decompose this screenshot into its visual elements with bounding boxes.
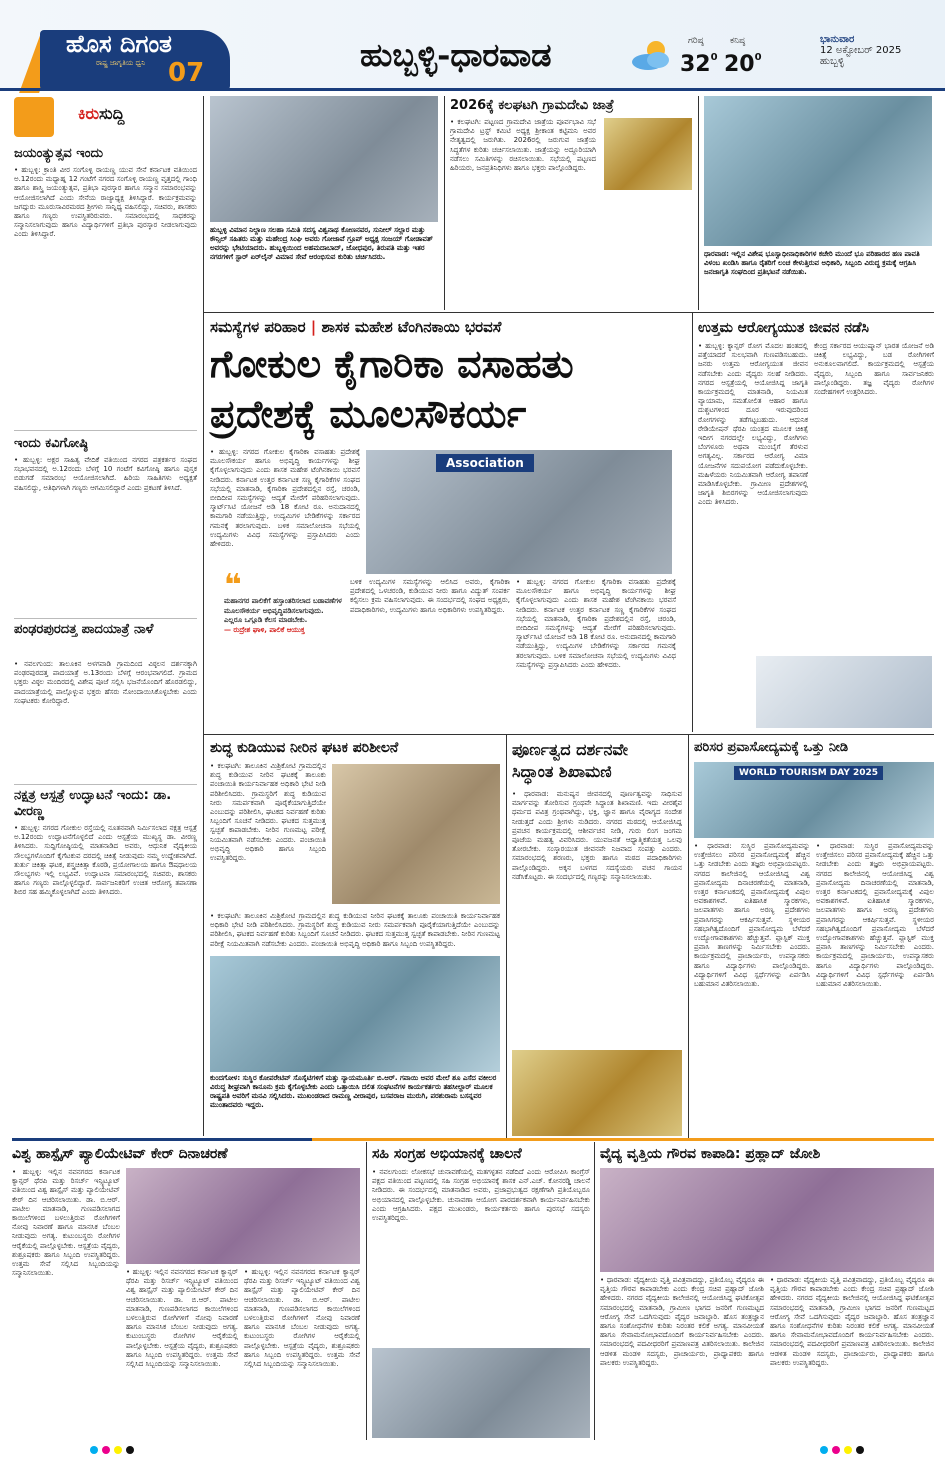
photo-goddess xyxy=(604,118,692,190)
column-rule xyxy=(203,96,204,1136)
brief-body: • ಹುಬ್ಬಳ್ಳಿ: ಕ್ರಾಂತಿ ವೀರ ಸಂಗೊಳ್ಳಿ ರಾಯಣ್ಣ ಯುವ ಸೇನೆ ಕರ್ನಾಟಕ ವತಿಯಿಂದ ಅ.12ರಂದು ಮಧ್ಯಾಹ್ನ 12 ಗಂಟೆಗೆ ನಗರದ ಸಂಗೊಳ್ಳಿ ರಾಯಣ್ಣ ವೃತ್ತದಲ್ಲಿ ಗಾಂಧಿ ಹಾಗೂ ಶಾಸ್ತ್ರಿ ಜಯಂತ್ಯುತ್ಸವ, ಪ್ರತಿಭಾ ಪುರಸ್ಕಾರ ಹಾಗೂ ಸನ್ಮಾನ ಸಮಾರಂಭವನ್ನು ಆಯೋಜಿಸಲಾಗಿದೆ ಎಂದು ಸೇನೆಯ ರಾಜ್ಯಾಧ್ಯಕ್ಷ ತಿಳಿಸಿದ್ದಾರೆ. ಕಾರ್ಯಕ್ರಮವನ್ನು ಜಗದ್ಗುರು ಮೂರುಸಾವಿರಮಠದ ಶ್ರೀಗಳು ಸಾನ್ನಿಧ್ಯ ವಹಿಸಲಿದ್ದು, ಸಚಿವರು, ಶಾಸಕರು ಹಾಗೂ ಗಣ್ಯರು ಉಪಸ್ಥಿತರಿರುವರು. ಸಮಾರಂಭದಲ್ಲಿ ಸಾಧಕರನ್ನು ಸನ್ಮಾನಿಸಲಾಗುವುದು ಹಾಗೂ ವಿದ್ಯಾರ್ಥಿಗಳಿಗೆ ಪ್ರತಿಭಾ ಪುರಸ್ಕಾರ ನೀಡಲಾಗುವುದು ಎಂದು ತಿಳಿಸಿದ್ದಾರೆ. xyxy=(14,166,197,239)
story-body: • ಕಲಘಟಗಿ: ತಾಲೂಕಿನ ಮಿಶ್ರಿಕೋಟಿ ಗ್ರಾಮದಲ್ಲಿನ ಶುದ್ಧ ಕುಡಿಯುವ ನೀರಿನ ಘಟಕಕ್ಕೆ ತಾಲೂಕು ಪಂಚಾಯಿತಿ ಕಾರ್ಯನಿರ್ವಾಹಕ ಅಧಿಕಾರಿ ಭೇಟಿ ನೀಡಿ ಪರಿಶೀಲಿಸಿದರು. ಗ್ರಾಮಸ್ಥರಿಗೆ ಶುದ್ಧ ಕುಡಿಯುವ ನೀರು ಸಮರ್ಪಕವಾಗಿ ಪೂರೈಕೆಯಾಗುತ್ತಿದೆಯೇ ಎಂಬುದನ್ನು ಪರಿಶೀಲಿಸಿ, ಘಟಕದ ನಿರ್ವಹಣೆ ಕುರಿತು ಸಿಬ್ಬಂದಿಗೆ ಸೂಚನೆ ನೀಡಿದರು. ಘಟಕದ ಸುತ್ತಮುತ್ತ ಸ್ವಚ್ಛತೆ ಕಾಪಾಡಬೇಕು. ನೀರಿನ ಗುಣಮಟ್ಟ ಪರೀಕ್ಷೆ ನಿಯಮಿತವಾಗಿ ನಡೆಸಬೇಕು ಎಂದರು. ಪಂಚಾಯಿತಿ ಅಭಿವೃದ್ಧಿ ಅಧಿಕಾರಿ ಹಾಗೂ ಸಿಬ್ಬಂದಿ ಉಪಸ್ಥಿತರಿದ್ದರು. xyxy=(210,912,500,948)
story-body: • ಧಾರವಾಡ: ವೈದ್ಯಕೀಯ ವೃತ್ತಿ ಪವಿತ್ರವಾದದ್ದು, ಪ್ರತಿಯೊಬ್ಬ ವೈದ್ಯರೂ ಈ ವೃತ್ತಿಯ ಗೌರವ ಕಾಪಾಡಬೇಕು ಎಂದು ಕೇಂದ್ರ ಸಚಿವ ಪ್ರಹ್ಲಾದ್ ಜೋಶಿ ಹೇಳಿದರು. ನಗರದ ವೈದ್ಯಕೀಯ ಕಾಲೇಜಿನಲ್ಲಿ ಆಯೋಜಿಸಿದ್ದ ಘಟಿಕೋತ್ಸವ ಸಮಾರಂಭದಲ್ಲಿ ಮಾತನಾಡಿ, ಗ್ರಾಮೀಣ ಭಾಗದ ಜನರಿಗೆ ಗುಣಮಟ್ಟದ ಆರೋಗ್ಯ ಸೇವೆ ಒದಗಿಸುವುದು ವೈದ್ಯರ ಜವಾಬ್ದಾರಿ. ಹೊಸ ತಂತ್ರಜ್ಞಾನ ಹಾಗೂ ಸಂಶೋಧನೆಗಳ ಕುರಿತು ನಿರಂತರ ಕಲಿಕೆ ಅಗತ್ಯ. ಮಾನವೀಯತೆ ಹಾಗೂ ಸೇವಾಮನೋಭಾವದೊಂದಿಗೆ ಕಾರ್ಯನಿರ್ವಹಿಸಬೇಕು ಎಂದರು. ಸಮಾರಂಭದಲ್ಲಿ ಪದವೀಧರರಿಗೆ ಪ್ರಮಾಣಪತ್ರ ವಿತರಿಸಲಾಯಿತು. ಕಾಲೇಜಿನ ಆಡಳಿತ ಮಂಡಳಿ ಸದಸ್ಯರು, ಪ್ರಾಚಾರ್ಯರು, ಪ್ರಾಧ್ಯಾಪಕರು ಹಾಗೂ ಪಾಲಕರು ಉಪಸ್ಥಿತರಿದ್ದರು. xyxy=(600,1276,764,1367)
story-title: ಪರಿಸರ ಪ್ರವಾಸೋದ್ಯಮಕ್ಕೆ ಒತ್ತು ನೀಡಿ xyxy=(694,740,849,755)
lead-body: ಬಳಿಕ ಉದ್ಯಮಿಗಳ ಸಮಸ್ಯೆಗಳನ್ನು ಆಲಿಸಿದ ಅವರು, ಕೈಗಾರಿಕಾ ಪ್ರದೇಶದಲ್ಲಿ ಒಳಚರಂಡಿ, ಕುಡಿಯುವ ನೀರು ಹಾಗೂ ವಿದ್ಯುತ್ ಸಂಪರ್ಕ ಕಲ್ಪಿಸಲು ಕ್ರಮ ವಹಿಸಲಾಗುವುದು. ಈ ಸಂದರ್ಭದಲ್ಲಿ ಸಂಘದ ಅಧ್ಯಕ್ಷರು, ಪದಾಧಿಕಾರಿಗಳು, ಉದ್ಯಮಿಗಳು ಹಾಗೂ ಅಧಿಕಾರಿಗಳು ಉಪಸ್ಥಿತರಿದ್ದರು. xyxy=(350,578,510,614)
photo-signature-campaign xyxy=(372,1348,590,1438)
photo-radiation-machine xyxy=(756,656,932,728)
cyan-dot xyxy=(90,1446,98,1454)
brief-body: • ನವಲಗುಂದ: ತಾಲೂಕಿನ ಅಳಗವಾಡಿ ಗ್ರಾಮದಿಂದ ವಿಠ್ಠಲನ ದರ್ಶನಕ್ಕಾಗಿ ಪಂಢರಪುರದತ್ತ ಪಾದಯಾತ್ರೆ ಅ.13ರಂದು ಬೆಳಗ್ಗೆ ಆರಂಭವಾಗಲಿದೆ. ಗ್ರಾಮದ ಭಕ್ತರು ವಿಠ್ಠಲ ಮಂದಿರದಲ್ಲಿ ವಿಶೇಷ ಪೂಜೆ ಸಲ್ಲಿಸಿ ಭಜನೆಯೊಂದಿಗೆ ಹೊರಡಲಿದ್ದು, ಪಾದಯಾತ್ರೆಯಲ್ಲಿ ಪಾಲ್ಗೊಳ್ಳುವ ಭಕ್ತರು ಹೆಸರು ನೋಂದಾಯಿಸಿಕೊಳ್ಳಬೇಕು ಎಂದು ಸಂಘಟಕರು ಕೋರಿದ್ದಾರೆ. xyxy=(14,660,197,705)
lead-headline: ಪ್ರದೇಶಕ್ಕೆ ಮೂಲಸೌಕರ್ಯ xyxy=(210,392,527,436)
column-rule xyxy=(594,1142,595,1440)
story-body: • ಹುಬ್ಬಳ್ಳಿ: ಇಲ್ಲಿನ ನವನಗರದ ಕರ್ನಾಟಕ ಕ್ಯಾನ್ಸರ್ ಥೆರಪಿ ಮತ್ತು ರಿಸರ್ಚ್ ಇನ್ಸ್ಟಿಟ್ಯೂಟ್ ವತಿಯಿಂದ ವಿಶ್ವ ಹಾಸ್ಪೈಸ್ ಮತ್ತು ಪ್ಯಾಲಿಯೇಟಿವ್ ಕೇರ್ ದಿನ ಆಚರಿಸಲಾಯಿತು. ಡಾ. ಬಿ.ಆರ್. ಪಾಟೀಲ ಮಾತನಾಡಿ, ಗುಣಪಡಿಸಲಾಗದ ಕಾಯಿಲೆಗಳಿಂದ ಬಳಲುತ್ತಿರುವ ರೋಗಿಗಳಿಗೆ ನೋವು ನಿವಾರಣೆ ಹಾಗೂ ಮಾನಸಿಕ ಬೆಂಬಲ ನೀಡುವುದು ಅಗತ್ಯ. ಕುಟುಂಬಸ್ಥರು ರೋಗಿಗಳ ಆರೈಕೆಯಲ್ಲಿ ಪಾಲ್ಗೊಳ್ಳಬೇಕು. ಆಸ್ಪತ್ರೆಯ ವೈದ್ಯರು, ಶುಶ್ರೂಷಕರು ಹಾಗೂ ಸಿಬ್ಬಂದಿ ಉಪಸ್ಥಿತರಿದ್ದರು. ಉತ್ತಮ ಸೇವೆ ಸಲ್ಲಿಸಿದ ಸಿಬ್ಬಂದಿಯನ್ನು ಸನ್ಮಾನಿಸಲಾಯಿತು. xyxy=(244,1268,360,1369)
lead-body: • ಹುಬ್ಬಳ್ಳಿ: ನಗರದ ಗೋಕುಲ ಕೈಗಾರಿಕಾ ವಸಾಹತು ಪ್ರದೇಶಕ್ಕೆ ಮೂಲಸೌಕರ್ಯ ಹಾಗೂ ಅಭಿವೃದ್ಧಿ ಕಾರ್ಯಗಳನ್ನು ಶೀಘ್ರ ಕೈಗೊಳ್ಳಲಾಗುವುದು ಎಂದು ಶಾಸಕ ಮಹೇಶ ಟೆಂಗಿನಕಾಯಿ ಭರವಸೆ ನೀಡಿದರು. ಕರ್ನಾಟಕ ಉತ್ತರ ಕರ್ನಾಟಕ ಸಣ್ಣ ಕೈಗಾರಿಕೆಗಳ ಸಂಘದ ಸಭೆಯಲ್ಲಿ ಮಾತನಾಡಿ, ಕೈಗಾರಿಕಾ ಪ್ರದೇಶದಲ್ಲಿನ ರಸ್ತೆ, ಚರಂಡಿ, ಬೀದಿದೀಪ ಸಮಸ್ಯೆಗಳನ್ನು ಆದ್ಯತೆ ಮೇರೆಗೆ ಪರಿಹರಿಸಲಾಗುವುದು. ಸ್ಮಾರ್ಟ್‌ಸಿಟಿ ಯೋಜನೆ ಅಡಿ 18 ಕೋಟಿ ರೂ. ಅನುದಾನದಲ್ಲಿ ಕಾಮಗಾರಿ ನಡೆಯುತ್ತಿದ್ದು, ಉದ್ಯಮಿಗಳ ಬೇಡಿಕೆಗಳನ್ನು ಸರ್ಕಾರದ ಗಮನಕ್ಕೆ ತರಲಾಗುವುದು. ಬಳಿಕ ಸಮಾಲೋಚನಾ ಸಭೆಯಲ್ಲಿ ಉದ್ಯಮಿಗಳು ವಿವಿಧ ಸಮಸ್ಯೆಗಳನ್ನು ಪ್ರಸ್ತಾಪಿಸಿದರು ಎಂದು ಹೇಳಿದರು. xyxy=(516,578,676,669)
divider xyxy=(14,618,197,619)
magenta-dot xyxy=(832,1446,840,1454)
logo-tagline: ರಾಷ್ಟ್ರ ಜಾಗೃತಿಯ ಧ್ವನಿ xyxy=(96,59,146,67)
story-title: ಉತ್ತಮ ಆರೋಗ್ಯಯುತ ಜೀವನ ನಡೆಸಿ xyxy=(698,320,869,336)
yellow-dot xyxy=(844,1446,852,1454)
lead-headline: ಗೋಕುಲ ಕೈಗಾರಿಕಾ ವಸಾಹತು xyxy=(210,342,574,386)
section-label: ಕಿರುಸುದ್ದಿ xyxy=(78,104,125,123)
dateline xyxy=(820,34,930,67)
column-rule xyxy=(698,96,699,310)
photo-water-plant xyxy=(332,764,500,904)
day: ಭಾನುವಾರ xyxy=(820,34,855,45)
lead-body: • ಹುಬ್ಬಳ್ಳಿ: ನಗರದ ಗೋಕುಲ ಕೈಗಾರಿಕಾ ವಸಾಹತು ಪ್ರದೇಶಕ್ಕೆ ಮೂಲಸೌಕರ್ಯ ಹಾಗೂ ಅಭಿವೃದ್ಧಿ ಕಾರ್ಯಗಳನ್ನು ಶೀಘ್ರ ಕೈಗೊಳ್ಳಲಾಗುವುದು ಎಂದು ಶಾಸಕ ಮಹೇಶ ಟೆಂಗಿನಕಾಯಿ ಭರವಸೆ ನೀಡಿದರು. ಕರ್ನಾಟಕ ಉತ್ತರ ಕರ್ನಾಟಕ ಸಣ್ಣ ಕೈಗಾರಿಕೆಗಳ ಸಂಘದ ಸಭೆಯಲ್ಲಿ ಮಾತನಾಡಿ, ಕೈಗಾರಿಕಾ ಪ್ರದೇಶದಲ್ಲಿನ ರಸ್ತೆ, ಚರಂಡಿ, ಬೀದಿದೀಪ ಸಮಸ್ಯೆಗಳನ್ನು ಆದ್ಯತೆ ಮೇರೆಗೆ ಪರಿಹರಿಸಲಾಗುವುದು. ಸ್ಮಾರ್ಟ್‌ಸಿಟಿ ಯೋಜನೆ ಅಡಿ 18 ಕೋಟಿ ರೂ. ಅನುದಾನದಲ್ಲಿ ಕಾಮಗಾರಿ ನಡೆಯುತ್ತಿದ್ದು, ಉದ್ಯಮಿಗಳ ಬೇಡಿಕೆಗಳನ್ನು ಸರ್ಕಾರದ ಗಮನಕ್ಕೆ ತರಲಾಗುವುದು. ಬಳಿಕ ಸಮಾಲೋಚನಾ ಸಭೆಯಲ್ಲಿ ಉದ್ಯಮಿಗಳು ವಿವಿಧ ಸಮಸ್ಯೆಗಳನ್ನು ಪ್ರಸ್ತಾಪಿಸಿದರು ಎಂದು ಹೇಳಿದರು. xyxy=(210,448,360,549)
section-divider xyxy=(204,734,934,735)
photo-palliative-care xyxy=(126,1168,360,1264)
story-title: ಪೂರ್ಣತ್ವದ ದರ್ಶನವೇ xyxy=(512,740,628,759)
story-body: • ಧಾರವಾಡ: ವೈದ್ಯಕೀಯ ವೃತ್ತಿ ಪವಿತ್ರವಾದದ್ದು, ಪ್ರತಿಯೊಬ್ಬ ವೈದ್ಯರೂ ಈ ವೃತ್ತಿಯ ಗೌರವ ಕಾಪಾಡಬೇಕು ಎಂದು ಕೇಂದ್ರ ಸಚಿವ ಪ್ರಹ್ಲಾದ್ ಜೋಶಿ ಹೇಳಿದರು. ನಗರದ ವೈದ್ಯಕೀಯ ಕಾಲೇಜಿನಲ್ಲಿ ಆಯೋಜಿಸಿದ್ದ ಘಟಿಕೋತ್ಸವ ಸಮಾರಂಭದಲ್ಲಿ ಮಾತನಾಡಿ, ಗ್ರಾಮೀಣ ಭಾಗದ ಜನರಿಗೆ ಗುಣಮಟ್ಟದ ಆರೋಗ್ಯ ಸೇವೆ ಒದಗಿಸುವುದು ವೈದ್ಯರ ಜವಾಬ್ದಾರಿ. ಹೊಸ ತಂತ್ರಜ್ಞಾನ ಹಾಗೂ ಸಂಶೋಧನೆಗಳ ಕುರಿತು ನಿರಂತರ ಕಲಿಕೆ ಅಗತ್ಯ. ಮಾನವೀಯತೆ ಹಾಗೂ ಸೇವಾಮನೋಭಾವದೊಂದಿಗೆ ಕಾರ್ಯನಿರ್ವಹಿಸಬೇಕು ಎಂದರು. ಸಮಾರಂಭದಲ್ಲಿ ಪದವೀಧರರಿಗೆ ಪ್ರಮಾಣಪತ್ರ ವಿತರಿಸಲಾಯಿತು. ಕಾಲೇಜಿನ ಆಡಳಿತ ಮಂಡಳಿ ಸದಸ್ಯರು, ಪ್ರಾಚಾರ್ಯರು, ಪ್ರಾಧ್ಯಾಪಕರು ಹಾಗೂ ಪಾಲಕರು ಉಪಸ್ಥಿತರಿದ್ದರು. xyxy=(770,1276,934,1367)
black-dot xyxy=(856,1446,864,1454)
brief-title: ಜಯಂತ್ಯುತ್ಸವ ಇಂದು xyxy=(14,146,103,161)
logo-text: ಹೊಸ ದಿಗಂತ xyxy=(66,30,172,58)
edition-title: ಹುಬ್ಬಳ್ಳಿ-ಧಾರವಾಡ xyxy=(360,36,552,74)
hand-icon xyxy=(14,97,54,137)
story-body: • ಧಾರವಾಡ: ಮನುಷ್ಯನ ಜೀವನದಲ್ಲಿ ಪೂರ್ಣತ್ವವನ್ನು ಸಾಧಿಸುವ ಮಾರ್ಗವನ್ನು ತೋರಿಸುವ ಗ್ರಂಥವೇ ಸಿದ್ಧಾಂತ ಶಿಖಾಮಣಿ. ಇದು ವೀರಶೈವ ಧರ್ಮದ ಪವಿತ್ರ ಗ್ರಂಥವಾಗಿದ್ದು, ಭಕ್ತಿ, ಜ್ಞಾನ ಹಾಗೂ ವೈರಾಗ್ಯದ ಸಂದೇಶ ನೀಡುತ್ತದೆ ಎಂದು ಶ್ರೀಗಳು ನುಡಿದರು. ನಗರದ ಮಠದಲ್ಲಿ ಆಯೋಜಿಸಿದ್ದ ಪ್ರವಚನ ಕಾರ್ಯಕ್ರಮದಲ್ಲಿ ಆಶೀರ್ವಚನ ನೀಡಿ, ಗುರು ಲಿಂಗ ಜಂಗಮ ಪೂಜೆಯ ಮಹತ್ವ ವಿವರಿಸಿದರು. ಯುವಜನತೆ ಆಧ್ಯಾತ್ಮಿಕತೆಯತ್ತ ಒಲವು ತೋರಬೇಕು. ಸಂಸ್ಕಾರಯುತ ಜೀವನವೇ ನಿಜವಾದ ಸಂಪತ್ತು ಎಂದರು. ಸಮಾರಂಭದಲ್ಲಿ ಶರಣರು, ಭಕ್ತರು ಹಾಗೂ ಮಠದ ಪದಾಧಿಕಾರಿಗಳು ಪಾಲ್ಗೊಂಡಿದ್ದರು. ಅಕ್ಕನ ಬಳಗದ ಸದಸ್ಯೆಯರು ವಚನ ಗಾಯನ ನಡೆಸಿಕೊಟ್ಟರು. ಈ ಸಂದರ್ಭದಲ್ಲಿ ಗಣ್ಯರನ್ನು ಸನ್ಮಾನಿಸಲಾಯಿತು. xyxy=(512,790,682,881)
story-body: • ಕಲಘಟಗಿ: ಪಟ್ಟಣದ ಗ್ರಾಮದೇವಿ ಜಾತ್ರೆಯ ಪೂರ್ವಭಾವಿ ಸಭೆ ಗ್ರಾಮದೇವಿ ಟ್ರಸ್ಟ್ ಕಮಿಟಿ ಅಧ್ಯಕ್ಷ ಶ್ರೀಕಾಂತ ಕಟ್ಟಿಮನಿ ಅವರ ನೇತೃತ್ವದಲ್ಲಿ ಜರುಗಿತು. 2026ರಲ್ಲಿ ಜರುಗುವ ಜಾತ್ರೆಯ ಸಿದ್ಧತೆಗಳ ಕುರಿತು ಚರ್ಚಿಸಲಾಯಿತು. ಜಾತ್ರೆಯನ್ನು ಅದ್ದೂರಿಯಾಗಿ ನಡೆಸಲು ಸಮಿತಿಗಳನ್ನು ರಚಿಸಲಾಯಿತು. ಸಭೆಯಲ್ಲಿ ಪಟ್ಟಣದ ಹಿರಿಯರು, ಜನಪ್ರತಿನಿಧಿಗಳು ಹಾಗೂ ಭಕ್ತರು ಪಾಲ್ಗೊಂಡಿದ್ದರು. xyxy=(450,118,596,173)
column-rule xyxy=(688,734,689,1138)
quote-text: ಮಹಾನಗರ ಪಾಲಿಕೆಗೆ ಹಸ್ತಾಂತರಿಸಲಾದ ಬಡಾವಣೆಗಳ ಮೂಲಸೌಕರ್ಯ ಅಭಿವೃದ್ಧಿಪಡಿಸಲಾಗುವುದು. ಎಲ್ಲರೂ ಒಗ್ಗೂಡಿ ಕೆಲಸ ಮಾಡಬೇಕು. xyxy=(224,597,342,624)
story-body: • ಹುಬ್ಬಳ್ಳಿ: ಇಲ್ಲಿನ ನವನಗರದ ಕರ್ನಾಟಕ ಕ್ಯಾನ್ಸರ್ ಥೆರಪಿ ಮತ್ತು ರಿಸರ್ಚ್ ಇನ್ಸ್ಟಿಟ್ಯೂಟ್ ವತಿಯಿಂದ ವಿಶ್ವ ಹಾಸ್ಪೈಸ್ ಮತ್ತು ಪ್ಯಾಲಿಯೇಟಿವ್ ಕೇರ್ ದಿನ ಆಚರಿಸಲಾಯಿತು. ಡಾ. ಬಿ.ಆರ್. ಪಾಟೀಲ ಮಾತನಾಡಿ, ಗುಣಪಡಿಸಲಾಗದ ಕಾಯಿಲೆಗಳಿಂದ ಬಳಲುತ್ತಿರುವ ರೋಗಿಗಳಿಗೆ ನೋವು ನಿವಾರಣೆ ಹಾಗೂ ಮಾನಸಿಕ ಬೆಂಬಲ ನೀಡುವುದು ಅಗತ್ಯ. ಕುಟುಂಬಸ್ಥರು ರೋಗಿಗಳ ಆರೈಕೆಯಲ್ಲಿ ಪಾಲ್ಗೊಳ್ಳಬೇಕು. ಆಸ್ಪತ್ರೆಯ ವೈದ್ಯರು, ಶುಶ್ರೂಷಕರು ಹಾಗೂ ಸಿಬ್ಬಂದಿ ಉಪಸ್ಥಿತರಿದ್ದರು. ಉತ್ತಮ ಸೇವೆ ಸಲ್ಲಿಸಿದ ಸಿಬ್ಬಂದಿಯನ್ನು ಸನ್ಮಾನಿಸಲಾಯಿತು. xyxy=(126,1268,238,1369)
lead-kicker: ಸಮಸ್ಯೆಗಳ ಪರಿಹಾರ | ಶಾಸಕ ಮಹೇಶ ಟೆಂಗಿನಕಾಯಿ ಭರವಸೆ xyxy=(210,318,502,336)
temp-max-label: ಗರಿಷ್ಠ xyxy=(688,36,704,46)
story-title: ವಿಶ್ವ ಹಾಸ್ಪೈಸ್ ಪ್ಯಾಲಿಯೇಟಿವ್ ಕೇರ್ ದಿನಾಚರಣೆ xyxy=(12,1146,228,1162)
story-body: • ಹುಬ್ಬಳ್ಳಿ: ಇಲ್ಲಿನ ನವನಗರದ ಕರ್ನಾಟಕ ಕ್ಯಾನ್ಸರ್ ಥೆರಪಿ ಮತ್ತು ರಿಸರ್ಚ್ ಇನ್ಸ್ಟಿಟ್ಯೂಟ್ ವತಿಯಿಂದ ವಿಶ್ವ ಹಾಸ್ಪೈಸ್ ಮತ್ತು ಪ್ಯಾಲಿಯೇಟಿವ್ ಕೇರ್ ದಿನ ಆಚರಿಸಲಾಯಿತು. ಡಾ. ಬಿ.ಆರ್. ಪಾಟೀಲ ಮಾತನಾಡಿ, ಗುಣಪಡಿಸಲಾಗದ ಕಾಯಿಲೆಗಳಿಂದ ಬಳಲುತ್ತಿರುವ ರೋಗಿಗಳಿಗೆ ನೋವು ನಿವಾರಣೆ ಹಾಗೂ ಮಾನಸಿಕ ಬೆಂಬಲ ನೀಡುವುದು ಅಗತ್ಯ. ಕುಟುಂಬಸ್ಥರು ರೋಗಿಗಳ ಆರೈಕೆಯಲ್ಲಿ ಪಾಲ್ಗೊಳ್ಳಬೇಕು. ಆಸ್ಪತ್ರೆಯ ವೈದ್ಯರು, ಶುಶ್ರೂಷಕರು ಹಾಗೂ ಸಿಬ್ಬಂದಿ ಉಪಸ್ಥಿತರಿದ್ದರು. ಉತ್ತಮ ಸೇವೆ ಸಲ್ಲಿಸಿದ ಸಿಬ್ಬಂದಿಯನ್ನು ಸನ್ಮಾನಿಸಲಾಯಿತು. xyxy=(12,1168,120,1278)
section-divider xyxy=(204,312,934,313)
photo-tourism-day xyxy=(694,762,934,838)
color-strip xyxy=(312,1138,934,1141)
column-rule xyxy=(444,96,445,310)
divider xyxy=(14,784,197,785)
column-rule xyxy=(366,1142,367,1440)
brief-body: • ಹುಬ್ಬಳ್ಳಿ: ಅಕ್ಷರ ಸಾಹಿತ್ಯ ವೇದಿಕೆ ವತಿಯಿಂದ ನಗರದ ಪತ್ರಕರ್ತರ ಸಂಘದ ಸಭಾಭವನದಲ್ಲಿ ಅ.12ರಂದು ಬೆಳಗ್ಗೆ 10 ಗಂಟೆಗೆ ಕವಿಗೋಷ್ಠಿ ಹಾಗೂ ಪುಸ್ತಕ ಬಿಡುಗಡೆ ಸಮಾರಂಭ ಆಯೋಜಿಸಲಾಗಿದೆ. ಹಿರಿಯ ಸಾಹಿತಿಗಳು ಅಧ್ಯಕ್ಷತೆ ವಹಿಸಲಿದ್ದು, ಅತಿಥಿಗಳಾಗಿ ಗಣ್ಯರು ಆಗಮಿಸಲಿದ್ದಾರೆ ಎಂದು ಪ್ರಕಟಣೆ ತಿಳಿಸಿದೆ. xyxy=(14,456,197,492)
story-body: • ಹುಬ್ಬಳ್ಳಿ: ಕ್ಯಾನ್ಸರ್ ರೋಗ ಮೊದಲ ಹಂತದಲ್ಲಿ ಪತ್ತೆಯಾದರೆ ಸುಲಭವಾಗಿ ಗುಣಪಡಿಸಬಹುದು. ಜನರು ಉತ್ತಮ ಆರೋಗ್ಯಯುತ ಜೀವನ ನಡೆಸಬೇಕು ಎಂದು ವೈದ್ಯರು ಸಲಹೆ ನೀಡಿದರು. ನಗರದ ಆಸ್ಪತ್ರೆಯಲ್ಲಿ ಆಯೋಜಿಸಿದ್ದ ಜಾಗೃತಿ ಕಾರ್ಯಕ್ರಮದಲ್ಲಿ ಮಾತನಾಡಿ, ನಿಯಮಿತ ವ್ಯಾಯಾಮ, ಸಮತೋಲಿತ ಆಹಾರ ಹಾಗೂ ದುಶ್ಚಟಗಳಿಂದ ದೂರ ಇರುವುದರಿಂದ ರೋಗಗಳನ್ನು ತಡೆಗಟ್ಟಬಹುದು. ಆಧುನಿಕ ರೇಡಿಯೇಷನ್ ಥೆರಪಿ ಯಂತ್ರದ ಮೂಲಕ ಚಿಕಿತ್ಸೆ ಇದೀಗ ನಗರದಲ್ಲೇ ಲಭ್ಯವಿದ್ದು, ರೋಗಿಗಳು ಬೆಂಗಳೂರು ಅಥವಾ ಮುಂಬೈಗೆ ತೆರಳುವ ಅಗತ್ಯವಿಲ್ಲ. ಸರ್ಕಾರದ ಆರೋಗ್ಯ ವಿಮಾ ಯೋಜನೆಗಳ ಸದುಪಯೋಗ ಪಡೆದುಕೊಳ್ಳಬೇಕು. ಮಹಿಳೆಯರು ನಿಯಮಿತವಾಗಿ ಆರೋಗ್ಯ ತಪಾಸಣೆ ಮಾಡಿಸಿಕೊಳ್ಳಬೇಕು. ಗ್ರಾಮೀಣ ಪ್ರದೇಶಗಳಲ್ಲಿ ಜಾಗೃತಿ ಶಿಬಿರಗಳನ್ನು ಆಯೋಜಿಸಲಾಗುವುದು ಎಂದು ತಿಳಿಸಿದರು. xyxy=(698,342,808,507)
temp-min-label: ಕನಿಷ್ಠ xyxy=(730,36,746,46)
yellow-dot xyxy=(114,1446,122,1454)
brief-body: • ಹುಬ್ಬಳ್ಳಿ: ನಗರದ ಗೋಕುಲ ರಸ್ತೆಯಲ್ಲಿ ನೂತನವಾಗಿ ನಿರ್ಮಿಸಲಾದ ನಕ್ಷತ್ರ ಆಸ್ಪತ್ರೆ ಅ.12ರಂದು ಉದ್ಘಾಟನೆಗೊಳ್ಳಲಿದೆ ಎಂದು ಆಸ್ಪತ್ರೆಯ ಮುಖ್ಯಸ್ಥ ಡಾ. ವೀರಣ್ಣ ತಿಳಿಸಿದರು. ಸುದ್ದಿಗೋಷ್ಠಿಯಲ್ಲಿ ಮಾತನಾಡಿದ ಅವರು, ಆಧುನಿಕ ವೈದ್ಯಕೀಯ ಸೌಲಭ್ಯಗಳೊಂದಿಗೆ ಕೈಗೆಟಕುವ ದರದಲ್ಲಿ ಚಿಕಿತ್ಸೆ ನೀಡುವುದು ನಮ್ಮ ಉದ್ದೇಶವಾಗಿದೆ. ತುರ್ತು ಚಿಕಿತ್ಸಾ ಘಟಕ, ಶಸ್ತ್ರಚಿಕಿತ್ಸಾ ಕೊಠಡಿ, ಪ್ರಯೋಗಾಲಯ ಹಾಗೂ ಔಷಧಾಲಯ ಸೌಲಭ್ಯಗಳು ಇಲ್ಲಿ ಲಭ್ಯವಿವೆ. ಉದ್ಘಾಟನಾ ಸಮಾರಂಭದಲ್ಲಿ ಸಚಿವರು, ಶಾಸಕರು ಹಾಗೂ ಗಣ್ಯರು ಪಾಲ್ಗೊಳ್ಳಲಿದ್ದಾರೆ. ಸಾರ್ವಜನಿಕರಿಗೆ ಉಚಿತ ಆರೋಗ್ಯ ತಪಾಸಣಾ ಶಿಬಿರ ಸಹ ಹಮ್ಮಿಕೊಳ್ಳಲಾಗಿದೆ ಎಂದು ತಿಳಿಸಿದರು. xyxy=(14,824,197,897)
story-body: • ನವಲಗುಂದ: ಲೋಕಸಭೆ ಚುನಾವಣೆಯಲ್ಲಿ ಮತಗಳ್ಳತನ ನಡೆದಿದೆ ಎಂದು ಆರೋಪಿಸಿ ಕಾಂಗ್ರೆಸ್ ಪಕ್ಷದ ವತಿಯಿಂದ ಪಟ್ಟಣದಲ್ಲಿ ಸಹಿ ಸಂಗ್ರಹ ಅಭಿಯಾನಕ್ಕೆ ಶಾಸಕ ಎನ್.ಎಚ್. ಕೋನರಡ್ಡಿ ಚಾಲನೆ ನೀಡಿದರು. ಈ ಸಂದರ್ಭದಲ್ಲಿ ಮಾತನಾಡಿದ ಅವರು, ಪ್ರಜಾಪ್ರಭುತ್ವದ ರಕ್ಷಣೆಗಾಗಿ ಪ್ರತಿಯೊಬ್ಬರೂ ಅಭಿಯಾನದಲ್ಲಿ ಪಾಲ್ಗೊಳ್ಳಬೇಕು. ಚುನಾವಣಾ ಆಯೋಗ ಪಾರದರ್ಶಕವಾಗಿ ಕಾರ್ಯನಿರ್ವಹಿಸಬೇಕು ಎಂದು ಆಗ್ರಹಿಸಿದರು. ಪಕ್ಷದ ಮುಖಂಡರು, ಕಾರ್ಯಕರ್ತರು ಹಾಗೂ ಪುರಸಭೆ ಸದಸ್ಯರು ಉಪಸ್ಥಿತರಿದ್ದರು. xyxy=(372,1168,590,1223)
date: 12 ಅಕ್ಟೋಬರ್ 2025 xyxy=(820,45,902,56)
page-number: 07 xyxy=(168,58,205,88)
quote-signature: — ರುದ್ರೇಶ ಘಾಳಿ, ಪಾಲಿಕೆ ಆಯುಕ್ತ xyxy=(224,625,305,634)
banner-text: Association xyxy=(436,454,534,472)
divider xyxy=(14,430,197,431)
photo-mla-meeting xyxy=(366,450,672,574)
print-registration-marks xyxy=(90,1446,134,1454)
cyan-dot xyxy=(820,1446,828,1454)
brief-title: ಇಂದು ಕವಿಗೋಷ್ಠಿ xyxy=(14,436,88,451)
partly-cloudy-icon xyxy=(626,38,676,74)
masthead-divider xyxy=(0,88,945,91)
photo-devotees xyxy=(512,1050,682,1136)
story-title: 2026ಕ್ಕೆ ಕಲಘಟಗಿ ಗ್ರಾಮದೇವಿ ಜಾತ್ರೆ xyxy=(450,98,614,113)
print-registration-marks xyxy=(820,1446,864,1454)
photo-caption: ಕುಂದಗೋಳ: ಸುಸ್ಥಿರ ಕೋಪರೇಟಿವ್ ಸೊಸೈಟಿಗಳಿಗೆ ಮತ್ತು ನ್ಯಾಯಮೂರ್ತಿ ಬಿ.ಆರ್. ಗವಾಯಿ ಅವರ ಮೇಲೆ ಶೂ ಎಸೆದ ವಕೀಲರ ವಿರುದ್ಧ ಶೀಘ್ರವಾಗಿ ಕಾನೂನು ಕ್ರಮ ಕೈಗೊಳ್ಳಬೇಕು ಎಂದು ಒತ್ತಾಯಿಸಿ ದಲಿತ ಸಂಘಟನೆಗಳ ಕಾರ್ಯಕರ್ತರು ತಹಸೀಲ್ದಾರ್ ಮೂಲಕ ರಾಷ್ಟ್ರಪತಿ ಅವರಿಗೆ ಮನವಿ ಸಲ್ಲಿಸಿದರು. ಮುಖಂಡರಾದ ರಾಮಣ್ಣ ವೀರಾಪುರ, ಬಸವರಾಜ ಮುರುಗಿ, ಪರಶುರಾಮ ಬಸನ್ನವರ ಮುಂತಾದವರು ಇದ್ದರು. xyxy=(210,1074,497,1109)
photo-graduation xyxy=(600,1168,934,1272)
column-rule xyxy=(692,312,693,732)
story-title: ವೈದ್ಯ ವೃತ್ತಿಯ ಗೌರವ ಕಾಪಾಡಿ: ಪ್ರಹ್ಲಾದ್ ಜೋಶಿ xyxy=(600,1146,821,1162)
color-strip xyxy=(12,1138,312,1141)
story-title: ಸಿದ್ಧಾಂತ ಶಿಖಾಮಣಿ xyxy=(512,762,612,781)
photo-protest xyxy=(704,96,932,246)
story-body: • ಧಾರವಾಡ: ಸುಸ್ಥಿರ ಪ್ರವಾಸೋದ್ಯಮವನ್ನು ಉತ್ತೇಜಿಸಲು ಪರಿಸರ ಪ್ರವಾಸೋದ್ಯಮಕ್ಕೆ ಹೆಚ್ಚಿನ ಒತ್ತು ನೀಡಬೇಕು ಎಂದು ತಜ್ಞರು ಅಭಿಪ್ರಾಯಪಟ್ಟರು. ನಗರದ ಕಾಲೇಜಿನಲ್ಲಿ ಆಯೋಜಿಸಿದ್ದ ವಿಶ್ವ ಪ್ರವಾಸೋದ್ಯಮ ದಿನಾಚರಣೆಯಲ್ಲಿ ಮಾತನಾಡಿ, ಉತ್ತರ ಕರ್ನಾಟಕದಲ್ಲಿ ಪ್ರವಾಸೋದ್ಯಮಕ್ಕೆ ವಿಪುಲ ಅವಕಾಶಗಳಿವೆ. ಐತಿಹಾಸಿಕ ಸ್ಮಾರಕಗಳು, ಜಲಪಾತಗಳು ಹಾಗೂ ಅರಣ್ಯ ಪ್ರದೇಶಗಳು ಪ್ರವಾಸಿಗರನ್ನು ಆಕರ್ಷಿಸುತ್ತವೆ. ಸ್ಥಳೀಯರ ಸಹಭಾಗಿತ್ವದೊಂದಿಗೆ ಪ್ರವಾಸೋದ್ಯಮ ಬೆಳೆದರೆ ಉದ್ಯೋಗಾವಕಾಶಗಳು ಹೆಚ್ಚುತ್ತವೆ. ಪ್ಲಾಸ್ಟಿಕ್ ಮುಕ್ತ ಪ್ರವಾಸಿ ತಾಣಗಳನ್ನು ನಿರ್ಮಿಸಬೇಕು ಎಂದರು. ಕಾರ್ಯಕ್ರಮದಲ್ಲಿ ಪ್ರಾಚಾರ್ಯರು, ಉಪನ್ಯಾಸಕರು ಹಾಗೂ ವಿದ್ಯಾರ್ಥಿಗಳು ಪಾಲ್ಗೊಂಡಿದ್ದರು. ವಿದ್ಯಾರ್ಥಿಗಳಿಗೆ ವಿವಿಧ ಸ್ಪರ್ಧೆಗಳನ್ನು ಏರ್ಪಡಿಸಿ ಬಹುಮಾನ ವಿತರಿಸಲಾಯಿತು. xyxy=(816,842,934,989)
photo-memorandum xyxy=(210,956,500,1072)
temp-max: $32^0$ xyxy=(680,52,718,77)
banner-text: WORLD TOURISM DAY 2025 xyxy=(734,766,883,780)
column-rule xyxy=(506,734,507,1138)
story-body: ಕೇಂದ್ರ ಸರ್ಕಾರದ ಆಯುಷ್ಮಾನ್ ಭಾರತ ಯೋಜನೆ ಅಡಿ ಚಿಕಿತ್ಸೆ ಲಭ್ಯವಿದ್ದು, ಬಡ ರೋಗಿಗಳಿಗೆ ಅನುಕೂಲವಾಗಲಿದೆ. ಕಾರ್ಯಕ್ರಮದಲ್ಲಿ ಆಸ್ಪತ್ರೆಯ ವೈದ್ಯರು, ಸಿಬ್ಬಂದಿ ಹಾಗೂ ಸಾರ್ವಜನಿಕರು ಪಾಲ್ಗೊಂಡಿದ್ದರು. ತಜ್ಞ ವೈದ್ಯರು ರೋಗಿಗಳ ಸಂದೇಹಗಳಿಗೆ ಉತ್ತರಿಸಿದರು. xyxy=(814,342,934,397)
story-title: ಸಹಿ ಸಂಗ್ರಹ ಅಭಿಯಾನಕ್ಕೆ ಚಾಲನೆ xyxy=(372,1146,522,1162)
photo-caption: ಧಾರವಾಡ: ಇಲ್ಲಿನ ವಿಶೇಷ ಭೂಸ್ವಾಧೀನಾಧಿಕಾರಿಗಳ ಕಚೇರಿ ಮುಂದೆ ಭೂ ಪರಿಹಾರದ ಹಣ ಪಾವತಿ ವಿಳಂಬ ಖಂಡಿಸಿ ಹಾಗೂ ರೈತರಿಗೆ ಲಂಚ ಕೇಳುತ್ತಿರುವ ಅಧಿಕಾರಿ, ಸಿಬ್ಬಂದಿ ವಿರುದ್ಧ ಕ್ರಮಕ್ಕೆ ಆಗ್ರಹಿಸಿ ಜನಜಾಗೃತಿ ಸಂಘದಿಂದ ಪ್ರತಿಭಟನೆ ನಡೆಯಿತು. xyxy=(704,250,920,276)
city: ಹುಬ್ಬಳ್ಳಿ xyxy=(820,56,845,67)
black-dot xyxy=(126,1446,134,1454)
photo-caption: ಹುಬ್ಬಳ್ಳಿ ವಿಮಾನ ನಿಲ್ದಾಣ ಸಲಹಾ ಸಮಿತಿ ಸದಸ್ಯ ವಿಶ್ವನಾಥ ಕೋಣನವರ, ಸುನೀಲ್ ಸಲ್ಲಾರ ಮತ್ತು ಕೌನ್ಸಿಲ್ ಸಹಿತರು ಮತ್ತು ಮಹೇಂದ್ರ ಸಿಂಘಿ ಅವರು ಗೋಜಾವೆ ಗ್ರೂಪ್ ಅಧ್ಯಕ್ಷ ಸಂಜಯ್ ಗೋಡಾವತ್ ಅವರನ್ನು ಭೇಟಿಯಾದರು. ಹುಬ್ಬಳ್ಳಿಯಿಂದ ಅಹಮದಾಬಾದ್, ಜೋಧಪುರ, ತಿರುಪತಿ ಮತ್ತು ಇತರ ನಗರಗಳಿಗೆ ಸ್ಟಾರ್ ಏರ್‌ಲೈನ್ ವಿಮಾನ ಸೇವೆ ಆರಂಭಿಸುವ ಕುರಿತು ಚರ್ಚಿಸಿದರು. xyxy=(210,226,433,261)
brief-title: ಪಂಢರಪುರದತ್ತ ಪಾದಯಾತ್ರೆ ನಾಳೆ xyxy=(14,622,154,637)
story-title: ಶುದ್ಧ ಕುಡಿಯುವ ನೀರಿನ ಘಟಕ ಪರಿಶೀಲನೆ xyxy=(210,740,399,756)
magenta-dot xyxy=(102,1446,110,1454)
brief-title: ನಕ್ಷತ್ರ ಆಸ್ಪತ್ರೆ ಉದ್ಘಾಟನೆ ಇಂದು: ಡಾ. ವೀರಣ್ಣ xyxy=(14,788,172,819)
story-body: • ಕಲಘಟಗಿ: ತಾಲೂಕಿನ ಮಿಶ್ರಿಕೋಟಿ ಗ್ರಾಮದಲ್ಲಿನ ಶುದ್ಧ ಕುಡಿಯುವ ನೀರಿನ ಘಟಕಕ್ಕೆ ತಾಲೂಕು ಪಂಚಾಯಿತಿ ಕಾರ್ಯನಿರ್ವಾಹಕ ಅಧಿಕಾರಿ ಭೇಟಿ ನೀಡಿ ಪರಿಶೀಲಿಸಿದರು. ಗ್ರಾಮಸ್ಥರಿಗೆ ಶುದ್ಧ ಕುಡಿಯುವ ನೀರು ಸಮರ್ಪಕವಾಗಿ ಪೂರೈಕೆಯಾಗುತ್ತಿದೆಯೇ ಎಂಬುದನ್ನು ಪರಿಶೀಲಿಸಿ, ಘಟಕದ ನಿರ್ವಹಣೆ ಕುರಿತು ಸಿಬ್ಬಂದಿಗೆ ಸೂಚನೆ ನೀಡಿದರು. ಘಟಕದ ಸುತ್ತಮುತ್ತ ಸ್ವಚ್ಛತೆ ಕಾಪಾಡಬೇಕು. ನೀರಿನ ಗುಣಮಟ್ಟ ಪರೀಕ್ಷೆ ನಿಯಮಿತವಾಗಿ ನಡೆಸಬೇಕು ಎಂದರು. ಪಂಚಾಯಿತಿ ಅಭಿವೃದ್ಧಿ ಅಧಿಕಾರಿ ಹಾಗೂ ಸಿಬ್ಬಂದಿ ಉಪಸ್ಥಿತರಿದ್ದರು. xyxy=(210,762,326,863)
quote-mark-icon: ❝ xyxy=(224,568,242,603)
pull-quote xyxy=(224,568,344,730)
temp-min: $20^0$ xyxy=(724,52,762,77)
story-body: • ಧಾರವಾಡ: ಸುಸ್ಥಿರ ಪ್ರವಾಸೋದ್ಯಮವನ್ನು ಉತ್ತೇಜಿಸಲು ಪರಿಸರ ಪ್ರವಾಸೋದ್ಯಮಕ್ಕೆ ಹೆಚ್ಚಿನ ಒತ್ತು ನೀಡಬೇಕು ಎಂದು ತಜ್ಞರು ಅಭಿಪ್ರಾಯಪಟ್ಟರು. ನಗರದ ಕಾಲೇಜಿನಲ್ಲಿ ಆಯೋಜಿಸಿದ್ದ ವಿಶ್ವ ಪ್ರವಾಸೋದ್ಯಮ ದಿನಾಚರಣೆಯಲ್ಲಿ ಮಾತನಾಡಿ, ಉತ್ತರ ಕರ್ನಾಟಕದಲ್ಲಿ ಪ್ರವಾಸೋದ್ಯಮಕ್ಕೆ ವಿಪುಲ ಅವಕಾಶಗಳಿವೆ. ಐತಿಹಾಸಿಕ ಸ್ಮಾರಕಗಳು, ಜಲಪಾತಗಳು ಹಾಗೂ ಅರಣ್ಯ ಪ್ರದೇಶಗಳು ಪ್ರವಾಸಿಗರನ್ನು ಆಕರ್ಷಿಸುತ್ತವೆ. ಸ್ಥಳೀಯರ ಸಹಭಾಗಿತ್ವದೊಂದಿಗೆ ಪ್ರವಾಸೋದ್ಯಮ ಬೆಳೆದರೆ ಉದ್ಯೋಗಾವಕಾಶಗಳು ಹೆಚ್ಚುತ್ತವೆ. ಪ್ಲಾಸ್ಟಿಕ್ ಮುಕ್ತ ಪ್ರವಾಸಿ ತಾಣಗಳನ್ನು ನಿರ್ಮಿಸಬೇಕು ಎಂದರು. ಕಾರ್ಯಕ್ರಮದಲ್ಲಿ ಪ್ರಾಚಾರ್ಯರು, ಉಪನ್ಯಾಸಕರು ಹಾಗೂ ವಿದ್ಯಾರ್ಥಿಗಳು ಪಾಲ್ಗೊಂಡಿದ್ದರು. ವಿದ್ಯಾರ್ಥಿಗಳಿಗೆ ವಿವಿಧ ಸ್ಪರ್ಧೆಗಳನ್ನು ಏರ್ಪಡಿಸಿ ಬಹುಮಾನ ವಿತರಿಸಲಾಯಿತು. xyxy=(694,842,810,989)
photo-airport-meeting xyxy=(210,96,438,222)
